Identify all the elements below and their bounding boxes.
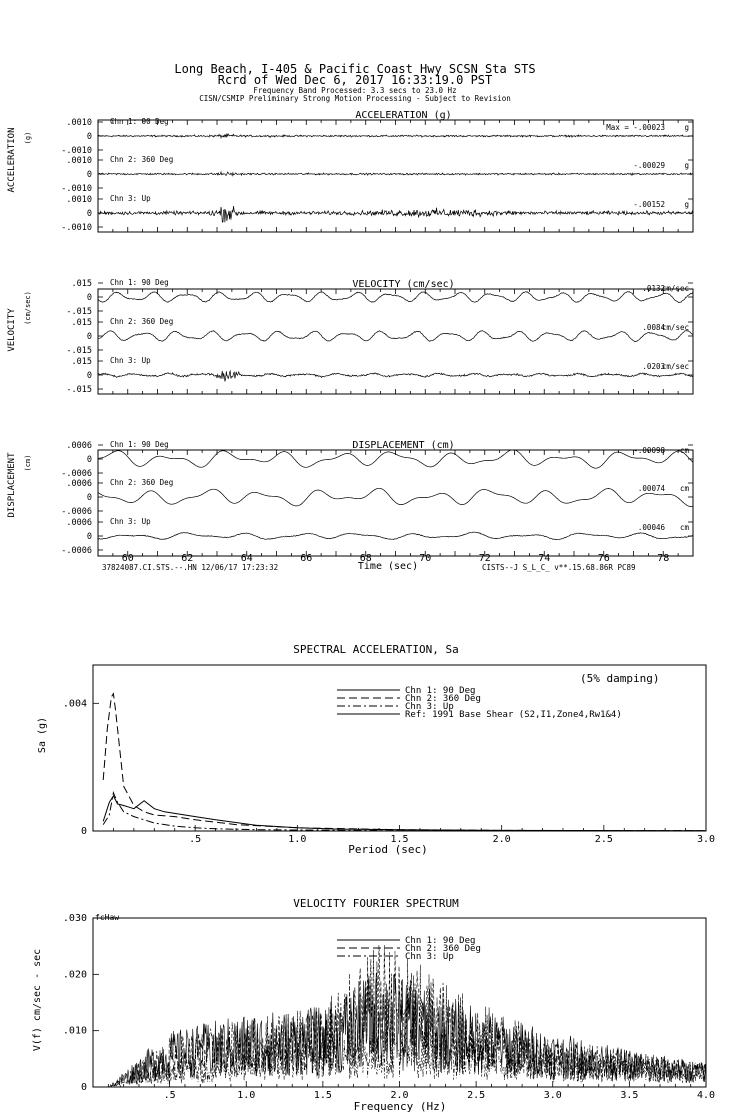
channel-trace xyxy=(98,532,693,540)
section-unit-label: (cm) xyxy=(24,454,32,472)
y-tick-bottom: -.0006 xyxy=(61,469,92,479)
fs-x-axis-label: Frequency (Hz) xyxy=(353,1100,447,1113)
y-tick-bottom: -.0010 xyxy=(61,184,92,194)
channel-unit: g xyxy=(684,161,689,170)
time-series-section-0 xyxy=(7,110,693,233)
channel-trace-group xyxy=(61,194,693,233)
fs-x-tick-label: .5 xyxy=(163,1090,176,1101)
y-tick-zero: 0 xyxy=(86,455,92,465)
channel-trace xyxy=(98,206,693,222)
sa-x-tick-label: 3.0 xyxy=(696,834,716,845)
time-series-panels xyxy=(7,110,693,556)
time-tick-label: 66 xyxy=(300,553,313,564)
channel-name: Chn 1: 90 Deg xyxy=(110,278,169,287)
section-frame xyxy=(98,289,693,394)
y-tick-top: .0006 xyxy=(66,441,92,451)
sa-x-tick-label: 2.5 xyxy=(594,834,613,845)
y-tick-bottom: -.0006 xyxy=(61,507,92,517)
fs-title: VELOCITY FOURIER SPECTRUM xyxy=(293,897,459,910)
time-tick-label: 60 xyxy=(121,553,134,564)
y-tick-zero: 0 xyxy=(86,371,92,381)
y-tick-top: .0010 xyxy=(66,118,92,128)
channel-trace-group xyxy=(61,117,693,156)
channel-trace xyxy=(98,488,693,506)
time-tick-label: 78 xyxy=(657,553,670,564)
y-tick-zero: 0 xyxy=(86,293,92,303)
fs-x-tick-label: 1.5 xyxy=(313,1090,332,1101)
sa-x-tick-label: .5 xyxy=(189,834,202,845)
channel-unit: cm/sec xyxy=(661,284,689,293)
sa-x-tick-label: 2.0 xyxy=(492,834,511,845)
channel-peak-value: -.00029 xyxy=(633,161,665,170)
y-tick-top: .0006 xyxy=(66,479,92,489)
channel-trace-group xyxy=(66,317,693,356)
y-tick-zero: 0 xyxy=(86,332,92,342)
y-tick-top: .015 xyxy=(71,318,92,328)
fs-series-line xyxy=(105,973,706,1087)
processing-version-footer: CISTS--J S_L_C_ v**.15.68.86R PC89 xyxy=(482,563,636,572)
channel-peak-value: Max = -.00023 xyxy=(606,123,665,132)
fs-y-axis-label: V(f) cm/sec - sec xyxy=(32,948,43,1052)
sa-x-tick-label: 1.5 xyxy=(390,834,409,845)
fs-x-tick-label: 3.5 xyxy=(620,1090,639,1101)
channel-trace xyxy=(98,172,693,176)
channel-name: Chn 3: Up xyxy=(110,517,151,526)
channel-name: Chn 2: 360 Deg xyxy=(110,155,174,164)
time-tick-label: 72 xyxy=(478,553,491,564)
fs-y-tick-label: .020 xyxy=(62,969,87,981)
section-unit-label: (g) xyxy=(24,131,32,145)
fs-x-tick-label: 2.0 xyxy=(390,1090,409,1101)
fs-x-tick-label: 3.0 xyxy=(543,1090,562,1101)
channel-trace-group xyxy=(66,356,693,395)
section-title: VELOCITY (cm/sec) xyxy=(352,279,455,290)
record-id-footer: 37824087.CI.STS.--.HN 12/06/17 17:23:32 xyxy=(102,563,279,572)
fs-x-tick-label: 4.0 xyxy=(696,1090,716,1101)
channel-peak-value: .0203 xyxy=(642,362,665,371)
channel-unit: cm xyxy=(679,484,689,493)
channel-trace-group xyxy=(61,155,693,194)
channel-peak-value: .00046 xyxy=(637,523,665,532)
fs-y-tick-label: 0 xyxy=(80,1082,87,1093)
y-tick-bottom: -.015 xyxy=(66,346,92,356)
sa-title: SPECTRAL ACCELERATION, Sa xyxy=(293,643,459,656)
sa-y-axis-label: Sa (g) xyxy=(37,716,48,754)
channel-unit: cm/sec xyxy=(661,323,689,332)
sa-legend-label: Chn 3: Up xyxy=(405,702,454,712)
time-tick-label: 68 xyxy=(359,553,372,564)
time-series-section-2 xyxy=(7,440,693,556)
header-station-line: Long Beach, I-405 & Pacific Coast Hwy SCSN Sta STS xyxy=(174,62,536,76)
sa-legend-ref: Ref: 1991 Base Shear (S2,I1,Zone4,Rw1&4) xyxy=(405,710,622,720)
header-band-line: Frequency Band Processed: 3.3 secs to 23.0 Hz xyxy=(253,86,457,95)
section-title: DISPLACEMENT (cm) xyxy=(352,440,455,451)
time-tick-label: 62 xyxy=(181,553,194,564)
time-tick-label: 76 xyxy=(597,553,610,564)
channel-trace-group xyxy=(61,517,693,556)
sa-y-tick-label: .004 xyxy=(62,698,87,710)
time-series-section-1 xyxy=(7,278,693,395)
fs-legend-label: Chn 3: Up xyxy=(405,952,454,962)
sa-legend-label: Chn 2: 360 Deg xyxy=(405,694,481,704)
header-record-line: Rcrd of Wed Dec 6, 2017 16:33:19.0 PST xyxy=(217,73,493,87)
fs-x-tick-label: 2.5 xyxy=(467,1090,486,1101)
section-title: ACCELERATION (g) xyxy=(355,110,452,121)
y-tick-bottom: -.015 xyxy=(66,385,92,395)
header-processing-line: CISN/CSMIP Preliminary Strong Motion Processing - Subject to Revision xyxy=(199,94,511,103)
fs-corner-label: fcHaw xyxy=(95,913,120,922)
time-axis-label: Time (sec) xyxy=(357,561,419,572)
channel-unit: cm xyxy=(679,446,689,455)
channel-peak-value: -.00152 xyxy=(633,200,665,209)
channel-unit: cm/sec xyxy=(661,362,689,371)
y-tick-zero: 0 xyxy=(86,209,92,219)
channel-name: Chn 2: 360 Deg xyxy=(110,317,174,326)
channel-peak-value: .0084 xyxy=(642,323,665,332)
section-unit-label: (cm/sec) xyxy=(24,291,32,325)
y-tick-bottom: -.015 xyxy=(66,307,92,317)
y-tick-bottom: -.0010 xyxy=(61,146,92,156)
fs-x-tick-label: 1.0 xyxy=(237,1090,256,1101)
channel-name: Chn 3: Up xyxy=(110,194,151,203)
velocity-fourier-spectrum-chart xyxy=(32,897,715,1113)
sa-x-axis-label: Period (sec) xyxy=(348,843,428,856)
y-tick-zero: 0 xyxy=(86,132,92,142)
y-tick-zero: 0 xyxy=(86,170,92,180)
channel-name: Chn 3: Up xyxy=(110,356,151,365)
y-tick-zero: 0 xyxy=(86,493,92,503)
fs-y-tick-label: .030 xyxy=(62,913,87,924)
time-tick-label: 70 xyxy=(419,553,432,564)
sa-damping-note: (5% damping) xyxy=(580,672,660,685)
y-tick-top: .0010 xyxy=(66,195,92,205)
sa-y-tick-label: 0 xyxy=(80,826,87,837)
channel-trace xyxy=(98,330,693,341)
channel-name: Chn 1: 90 Deg xyxy=(110,440,169,449)
channel-peak-value: .0132 xyxy=(642,284,665,293)
channel-name: Chn 1: 90 Deg xyxy=(110,117,169,126)
sa-x-tick-label: 1.0 xyxy=(288,834,307,845)
time-tick-label: 74 xyxy=(538,553,551,564)
channel-peak-value: .00074 xyxy=(637,484,665,493)
channel-unit: g xyxy=(684,123,689,132)
sa-series-line xyxy=(103,793,706,831)
channel-peak-value: -.00098 xyxy=(633,446,665,455)
channel-trace xyxy=(98,371,693,382)
y-tick-top: .015 xyxy=(71,279,92,289)
y-tick-top: .0006 xyxy=(66,518,92,528)
channel-trace xyxy=(98,134,693,138)
fs-legend-label: Chn 2: 360 Deg xyxy=(405,944,481,954)
fs-y-tick-label: .010 xyxy=(62,1025,87,1037)
y-tick-bottom: -.0006 xyxy=(61,546,92,556)
y-tick-bottom: -.0010 xyxy=(61,223,92,233)
channel-name: Chn 2: 360 Deg xyxy=(110,478,174,487)
section-side-label: DISPLACEMENT xyxy=(7,452,17,518)
fs-legend-label: Chn 1: 90 Deg xyxy=(405,936,476,946)
channel-unit: cm xyxy=(679,523,689,532)
spectral-acceleration-chart xyxy=(37,643,715,856)
sa-legend-label: Chn 1: 90 Deg xyxy=(405,686,476,696)
section-frame xyxy=(98,450,693,556)
y-tick-top: .015 xyxy=(71,357,92,367)
sa-series-line xyxy=(103,796,706,831)
channel-unit: g xyxy=(684,200,689,209)
y-tick-top: .0010 xyxy=(66,156,92,166)
section-side-label: ACCELERATION xyxy=(7,127,17,193)
y-tick-zero: 0 xyxy=(86,532,92,542)
time-tick-label: 64 xyxy=(240,553,253,564)
section-side-label: VELOCITY xyxy=(7,308,17,352)
channel-trace-group xyxy=(61,478,693,517)
record-header xyxy=(174,62,535,103)
